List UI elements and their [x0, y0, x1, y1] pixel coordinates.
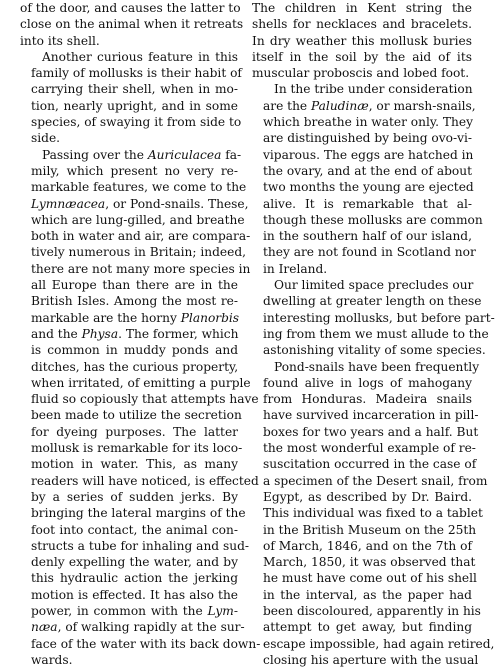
text-line: fluid so copiously that attempts have	[31, 392, 259, 407]
text-line: Pond-snails have been frequently	[274, 359, 480, 374]
text-line: shells for necklaces and bracelets.	[252, 17, 472, 32]
text-line: this hydraulic action the jerking	[31, 571, 238, 586]
text-line: of March, 1846, and on the 7th of	[263, 538, 472, 553]
text-line: been made to utilize the secretion	[31, 408, 242, 423]
text-line: and the Physa. The former, which	[31, 326, 239, 341]
text-line: in Ireland.	[263, 261, 328, 276]
text-line: næa, of walking rapidly at the sur-	[31, 620, 245, 635]
text-line: tively numerous in Britain; indeed,	[31, 245, 247, 260]
text-line: The children in Kent string the	[252, 1, 472, 15]
text-line: into its shell.	[20, 33, 100, 48]
text-line: the most wonderful example of re-	[263, 441, 476, 456]
text-line: mily, which present no very re-	[31, 163, 238, 178]
text-line: found alive in logs of mahogany	[263, 375, 472, 390]
text-line: In the tribe under consideration	[274, 82, 473, 97]
text-line: markable are the horny Planorbis	[31, 310, 240, 325]
text-line: viparous. The eggs are hatched in	[263, 147, 474, 162]
text-line: dwelling at greater length on these	[263, 294, 482, 309]
text-line: interesting mollusks, but before part-	[263, 310, 495, 325]
right-column	[252, 0, 495, 668]
text-line: ing from them we must allude to the	[263, 326, 489, 341]
text-line: from Honduras. Madeira snails	[263, 392, 472, 407]
text-line: British Isles. Among the most re-	[31, 294, 238, 309]
text-line: a specimen of the Desert snail, from	[263, 473, 488, 488]
text-line: the ovary, and at the end of about	[263, 163, 472, 178]
text-line: Lymnæacea, or Pond-snails. These,	[31, 196, 249, 211]
text-line: readers will have noticed, is effected	[31, 473, 259, 488]
text-line: which are lung-gilled, and breathe	[31, 212, 245, 227]
text-line: is common in muddy ponds and	[31, 343, 238, 358]
text-line: are the Paludinæ, or marsh-snails,	[263, 98, 476, 113]
text-line: suscitation occurred in the case of	[263, 457, 477, 472]
text-line: muscular proboscis and lobed foot.	[252, 66, 470, 81]
text-line: there are not many more species in	[31, 261, 251, 276]
text-line: boxes for two years and a half. But	[263, 424, 479, 439]
text-line: in the interval, as the paper had	[263, 587, 472, 602]
text-line: bringing the lateral margins of the	[31, 506, 246, 521]
text-line: closing his aperture with the usual	[263, 652, 479, 667]
text-line: in the British Museum on the 25th	[263, 522, 477, 537]
text-line: foot into contact, the animal con-	[31, 522, 238, 537]
text-line: alive. It is remarkable that al-	[263, 196, 472, 211]
text-line: March, 1850, it was observed that	[263, 555, 476, 570]
text-line: are distinguished by being ovo-vi-	[263, 131, 472, 146]
text-line: family of mollusks is their habit of	[31, 66, 242, 81]
text-line: markable features, we come to the	[31, 180, 247, 195]
text-line: wards.	[31, 652, 73, 667]
text-line: though these mollusks are common	[263, 212, 483, 227]
text-line: Another curious feature in this	[42, 49, 238, 64]
text-line: tion, nearly upright, and in some	[31, 98, 238, 113]
text-line: two months the young are ejected	[263, 180, 474, 195]
paragraph	[20, 49, 242, 147]
paragraph	[252, 0, 472, 81]
text-line: when irritated, of emitting a purple	[31, 375, 251, 390]
paragraph	[20, 0, 244, 49]
text-line: for dyeing purposes. The latter	[31, 424, 238, 439]
text-line: motion is effected. It has also the	[31, 587, 238, 602]
text-line: by a series of sudden jerks. By	[31, 489, 238, 504]
text-line: itself in the soil by the aid of its	[252, 49, 472, 64]
text-line: close on the animal when it retreats	[20, 17, 244, 32]
text-line: he must have come out of his shell	[263, 571, 477, 586]
text-line: which breathe in water only. They	[263, 115, 473, 130]
text-line: Passing over the Auriculacea fa-	[42, 147, 242, 162]
text-line: been discoloured, apparently in his	[263, 603, 481, 618]
text-line: attempt to get away, but finding	[263, 620, 472, 635]
paragraph	[252, 277, 495, 358]
paragraph	[252, 81, 483, 277]
text-line: carrying their shell, when in mo-	[31, 82, 238, 97]
text-line: in the southern half of our island,	[263, 229, 472, 244]
text-line: This individual was fixed to a tablet	[263, 506, 483, 521]
text-line: power, in common with the Lym-	[31, 603, 238, 618]
text-line: mollusk is remarkable for its loco-	[31, 441, 243, 456]
text-line: astonishing vitality of some species.	[263, 343, 486, 358]
text-line: structs a tube for inhaling and sud-	[31, 538, 250, 553]
text-line: Egypt, as described by Dr. Baird.	[263, 489, 472, 504]
text-line: have survived incarceration in pill-	[263, 408, 479, 423]
text-line: ditches, has the curious property,	[31, 359, 239, 374]
paragraph	[20, 147, 261, 668]
left-column	[20, 0, 261, 668]
paragraph	[252, 359, 495, 668]
text-line: escape impossible, had again retired,	[263, 636, 495, 651]
text-line: all Europe than there are in the	[31, 278, 238, 293]
text-line: denly expelling the water, and by	[31, 555, 238, 570]
text-line: In dry weather this mollusk buries	[252, 33, 472, 48]
text-line: side.	[31, 131, 61, 146]
text-line: both in water and air, are compara-	[31, 229, 251, 244]
text-line: Our limited space precludes our	[274, 278, 474, 293]
text-line: they are not found in Scotland nor	[263, 245, 476, 260]
text-line: of the door, and causes the latter to	[20, 1, 241, 15]
text-line: motion in water. This, as many	[31, 457, 238, 472]
text-line: species, of swaying it from side to	[31, 115, 242, 130]
text-line: face of the water with its back down-	[31, 636, 261, 651]
